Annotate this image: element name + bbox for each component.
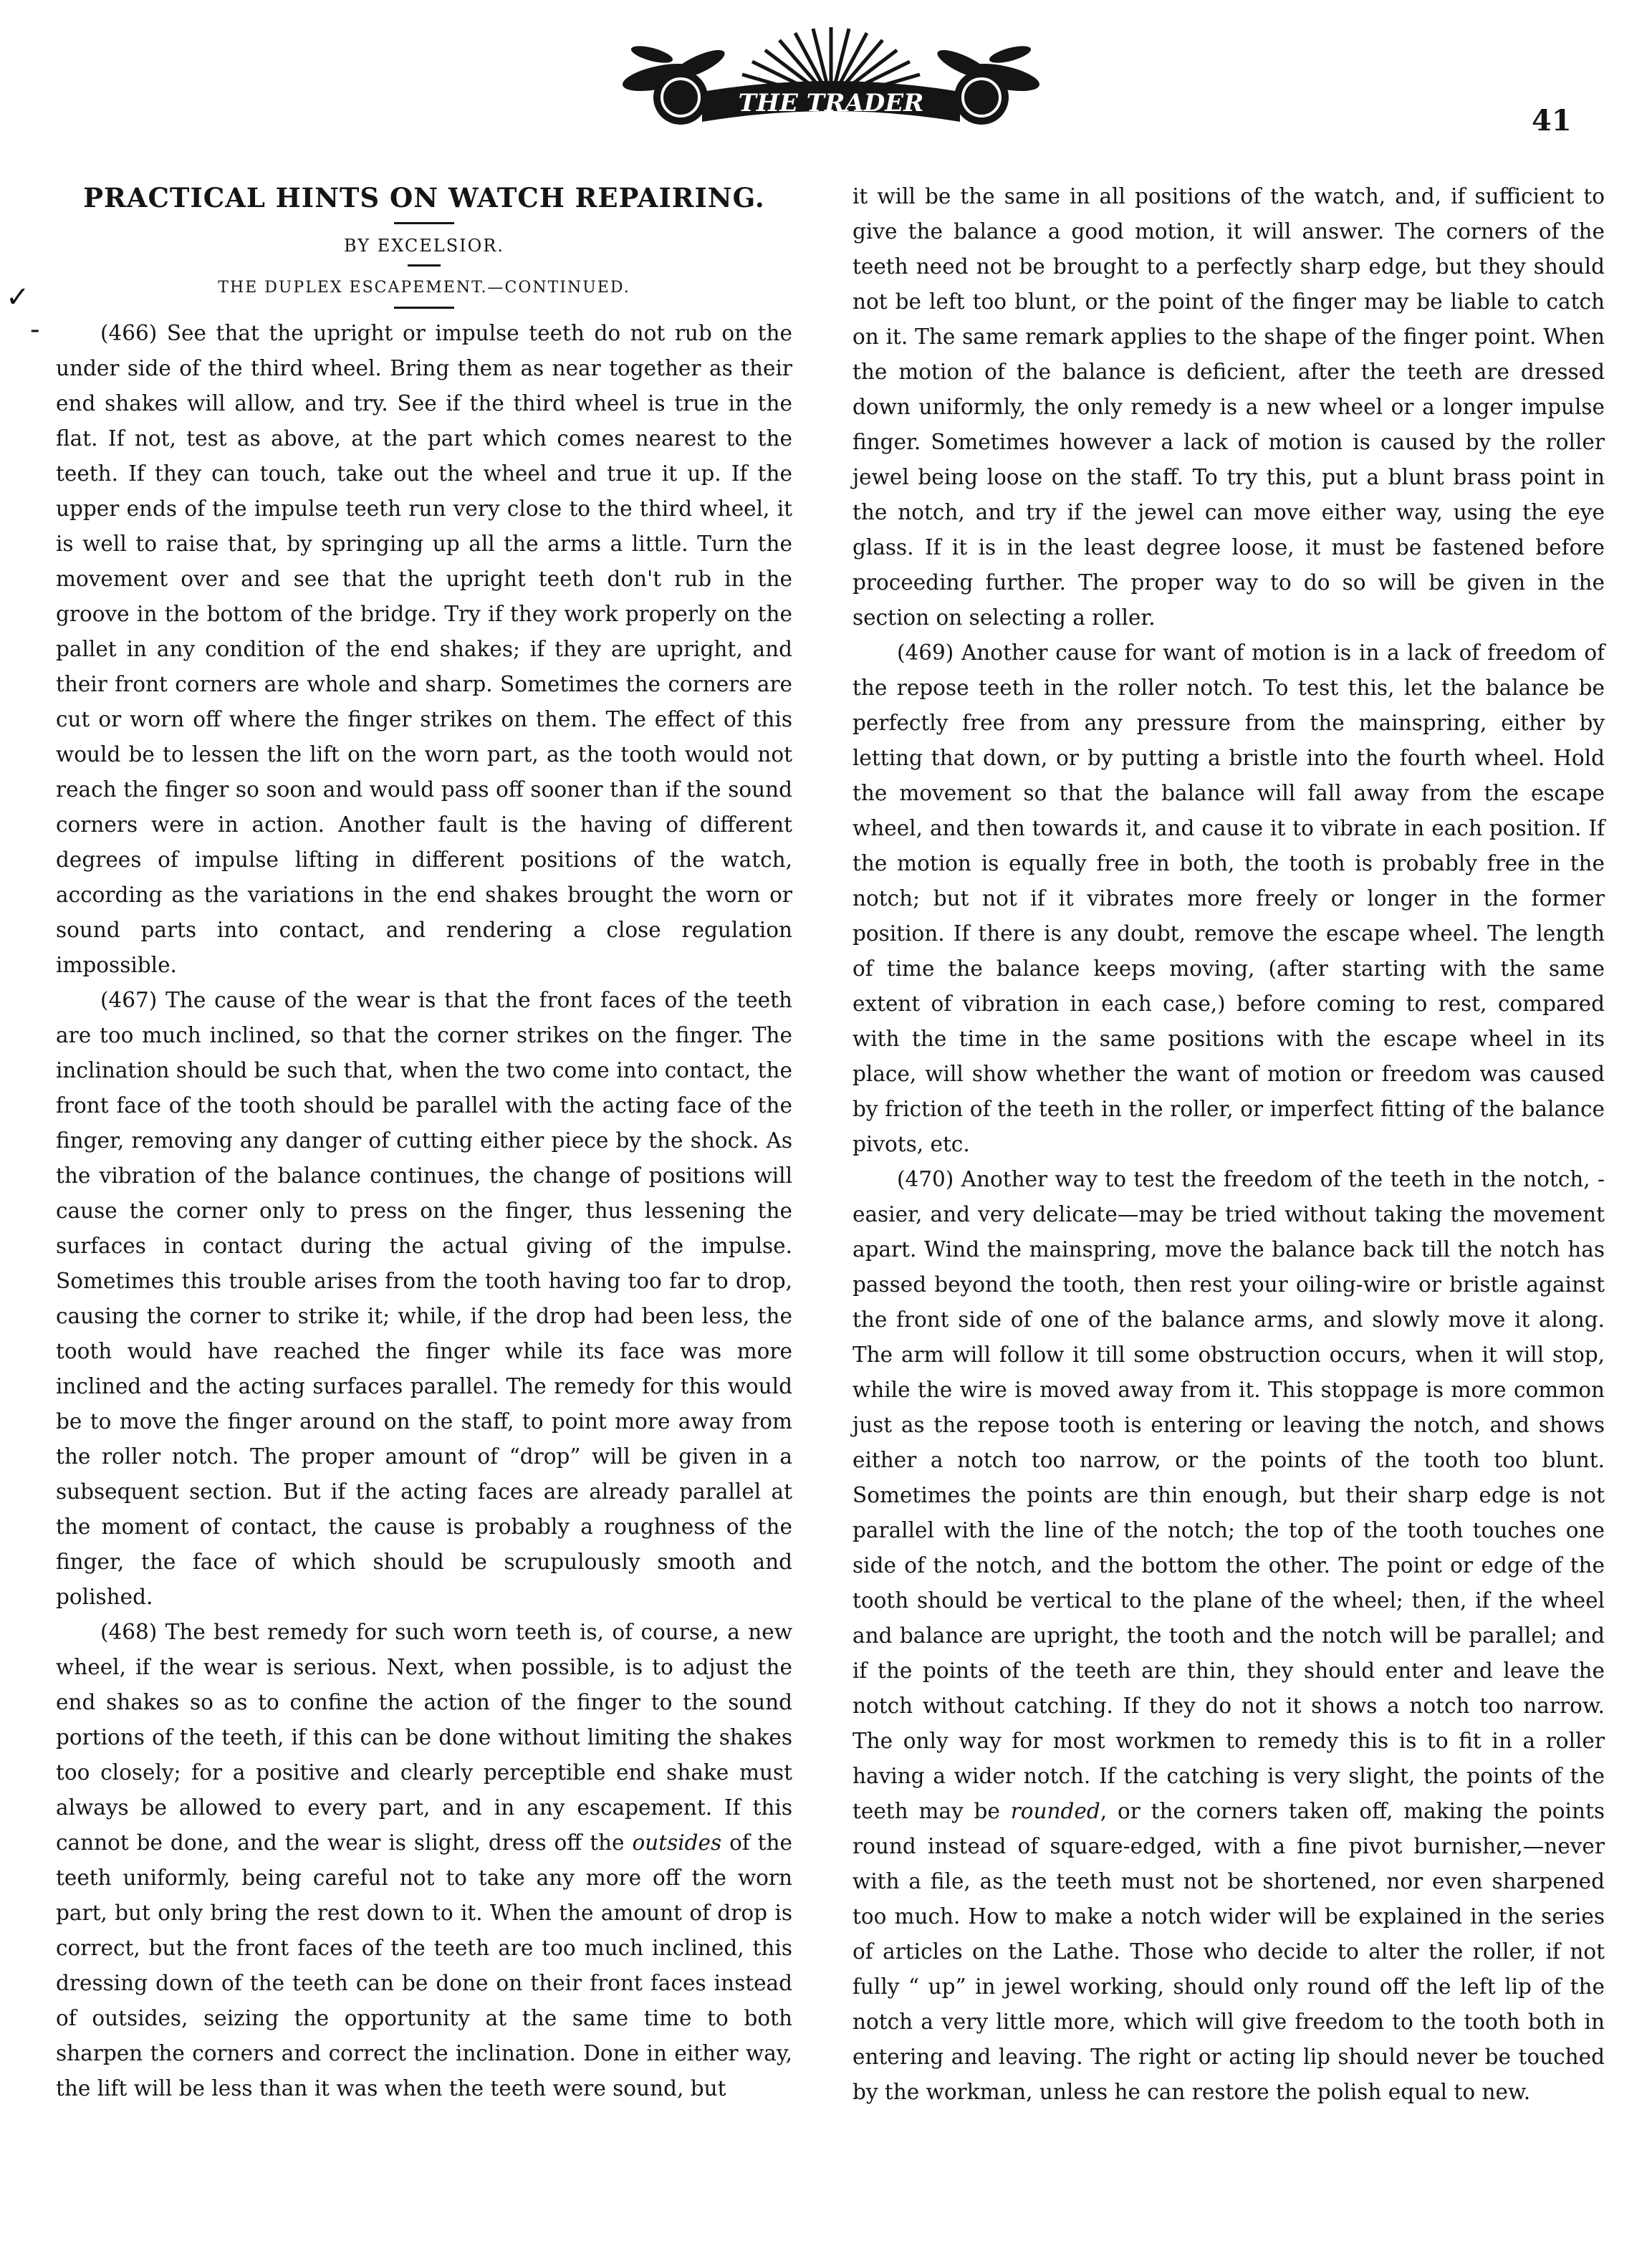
article-byline: BY EXCELSIOR. — [344, 236, 504, 256]
masthead-emblem — [609, 20, 1053, 142]
paragraph-470-text-b: , or the corners taken off, making the points round instead of square-edged, with a fine pivot burnisher,—never with a file, as the teeth must not be shortened, nor even sharpened too much. How to make a notch wider will be explained in the series of articles on the Lathe. Those who decide to alter the roller, if not fully “ up” in jewel working, should only round off the left lip of the notch a very little more, which will give freedom to the tooth both in entering and leaving. The right or acting lip should never be touched by the workman, unless he can restore the polish equal to new. — [853, 1799, 1605, 2104]
margin-dash-mark: - — [30, 313, 40, 346]
paragraph-468-continued: it will be the same in all positions of the watch, and, if sufficient to give the balance a good motion, it will answer. The corners of the teeth need not be brought to a perfectly sharp edge, but they should not be left too blunt, or the point of the finger may be liable to catch on it. The same remark applies to the shape of the finger point. When the motion of the balance is deficient, after the teeth are dressed down uniformly, the only remedy is a new wheel or a longer impulse finger. Sometimes however a lack of motion is caused by the roller jewel being loose on the staff. To try this, put a blunt brass point in the notch, and try if the jewel can move either way, using the eye glass. If it is in the least degree loose, it must be fastened before proceeding further. The proper way to do so will be given in the section on selecting a roller. — [853, 184, 1605, 630]
paragraph-470-text-a: (470) Another way to test the freedom of the teeth in the notch, -easier, and very delicate—may be tried without taking the movement apart. Wind the mainspring, move the balance back till the notch has passed beyond the tooth, then rest your oiling-wire or bristle against the front side of one of the balance arms, and slowly move it along. The arm will follow it till some obstruction occurs, when it will stop, while the wire is moved away from it. This stoppage is more common just as the repose tooth is entering or leaving the notch, and shows either a notch too narrow, or the points of the tooth too blunt. Sometimes the points are thin enough, but their sharp edge is not parallel with the line of the notch; the top of the tooth touches one side of the notch, and the bottom the other. The point or edge of the tooth should be vertical to the plane of the wheel; then, if the wheel and balance are upright, the tooth and the notch will be parallel; and if the points of the teeth are thin, they should enter and leave the notch without catching. If they do not it shows a notch too narrow. The only way for most workmen to remedy this is to fit in a roller having a wider notch. If the catching is very slight, the points of the teeth may be — [853, 1167, 1605, 1823]
paragraph-469: (469) Another cause for want of motion is in a lack of freedom of the repose teeth in the roller notch. To test this, let the balance be perfectly free from any pressure from the mainspring, either by letting that down, or by putting a bristle into the fourth wheel. Hold the movement so that the balance will fall away from the escape wheel, and then towards it, and cause it to vibrate in each position. If the motion is equally free in both, the tooth is probably free in the notch; but not if it vibrates more freely or longer in the former position. If there is any doubt, remove the escape wheel. The length of time the balance keeps moving, (after starting with the same extent of vibration in each case,) before coming to rest, compared with the time in the same positions with the escape wheel in its place, will show whether the want of motion or freedom was caused by friction of the teeth in the roller, or imperfect fitting of the balance pivots, etc. — [853, 640, 1605, 1156]
paragraph-470 — [853, 1162, 1605, 2110]
page-number: 41 — [1532, 104, 1572, 138]
paragraph-468-emphasis: outsides — [632, 1830, 722, 1855]
masthead-title: THE TRADER — [738, 89, 924, 117]
paragraph-468-text-b: of the teeth uniformly, being careful not to take any more off the worn part, but only bring the rest down to it. When the amount of drop is correct, but the front faces of the teeth are too much inclined, this dressing down of the teeth can be done on their front faces instead of outsides, seizing the opportunity at the same time to both sharpen the corners and correct the inclination. Done in either way, the lift will be less than it was when the teeth were sound, but — [56, 1830, 792, 2101]
paragraph-467: (467) The cause of the wear is that the front faces of the teeth are too much inclined, so that the corner strikes on the finger. The inclination should be such that, when the two come into contact, the front face of the tooth should be parallel with the acting face of the finger, removing any danger of cutting either piece by the shock. As the vibration of the balance continues, the change of positions will cause the corner only to press on the finger, thus lessening the surfaces in contact during the actual giving of the impulse. Sometimes this trouble arises from the tooth having too far to drop, causing the corner to strike it; while, if the drop had been less, the tooth would have reached the finger while its face was more inclined and the acting surfaces parallel. The remedy for this would be to move the finger around on the staff, to point more away from the roller notch. The proper amount of “drop” will be given in a subsequent section. But if the acting faces are already parallel at the moment of contact, the cause is probably a roughness of the finger, the face of which should be scrupulously smooth and polished. — [56, 988, 792, 1609]
article-title: PRACTICAL HINTS ON WATCH REPAIRING. — [83, 182, 765, 213]
paragraph-470-emphasis: rounded — [1010, 1799, 1100, 1823]
title-rule — [394, 222, 454, 224]
paragraph-468 — [56, 1615, 792, 2106]
paragraph-466: (466) See that the upright or impulse teeth do not rub on the under side of the third wheel. Bring them as near together as their end shakes will allow, and try. See if the third wheel is true in the flat. If not, test as above, at the part which comes nearest to the teeth. If they can touch, take out the wheel and true it up. If the upper ends of the impulse teeth run very close to the third wheel, it is well to raise that, by springing up all the arms a little. Turn the movement over and see that the upright teeth don't rub in the groove in the bottom of the bridge. Try if they work properly on the pallet in any condition of the end shakes; if they are upright, and their front corners are whole and sharp. Sometimes the corners are cut or worn off where the finger strikes on them. The effect of this would be to lessen the lift on the worn part, as the tooth would not reach the finger so soon and would pass off sooner than if the sound corners were in action. Another fault is the having of different degrees of impulse lifting in different positions of the watch, according as the variations in the end shakes brought the worn or sound parts into contact, and rendering a close regulation impossible. — [56, 321, 792, 977]
margin-check-mark: ✓ — [6, 281, 30, 314]
section-heading: THE DUPLEX ESCAPEMENT.—CONTINUED. — [218, 279, 630, 297]
left-column — [56, 179, 792, 2106]
paragraph-468-text-a: (468) The best remedy for such worn teeth is, of course, a new wheel, if the wear is serious. Next, when possible, is to adjust the end shakes so as to confine the action of the finger to the sound portions of the teeth, if this can be done without limiting the shakes too closely; for a positive and clearly perceptible end shake must always be allowed to every part, and in any escapement. If this cannot be done, and the wear is slight, dress off the — [56, 1620, 792, 1855]
section-rule — [394, 307, 454, 309]
byline-rule — [408, 264, 441, 267]
right-column — [853, 179, 1605, 2110]
